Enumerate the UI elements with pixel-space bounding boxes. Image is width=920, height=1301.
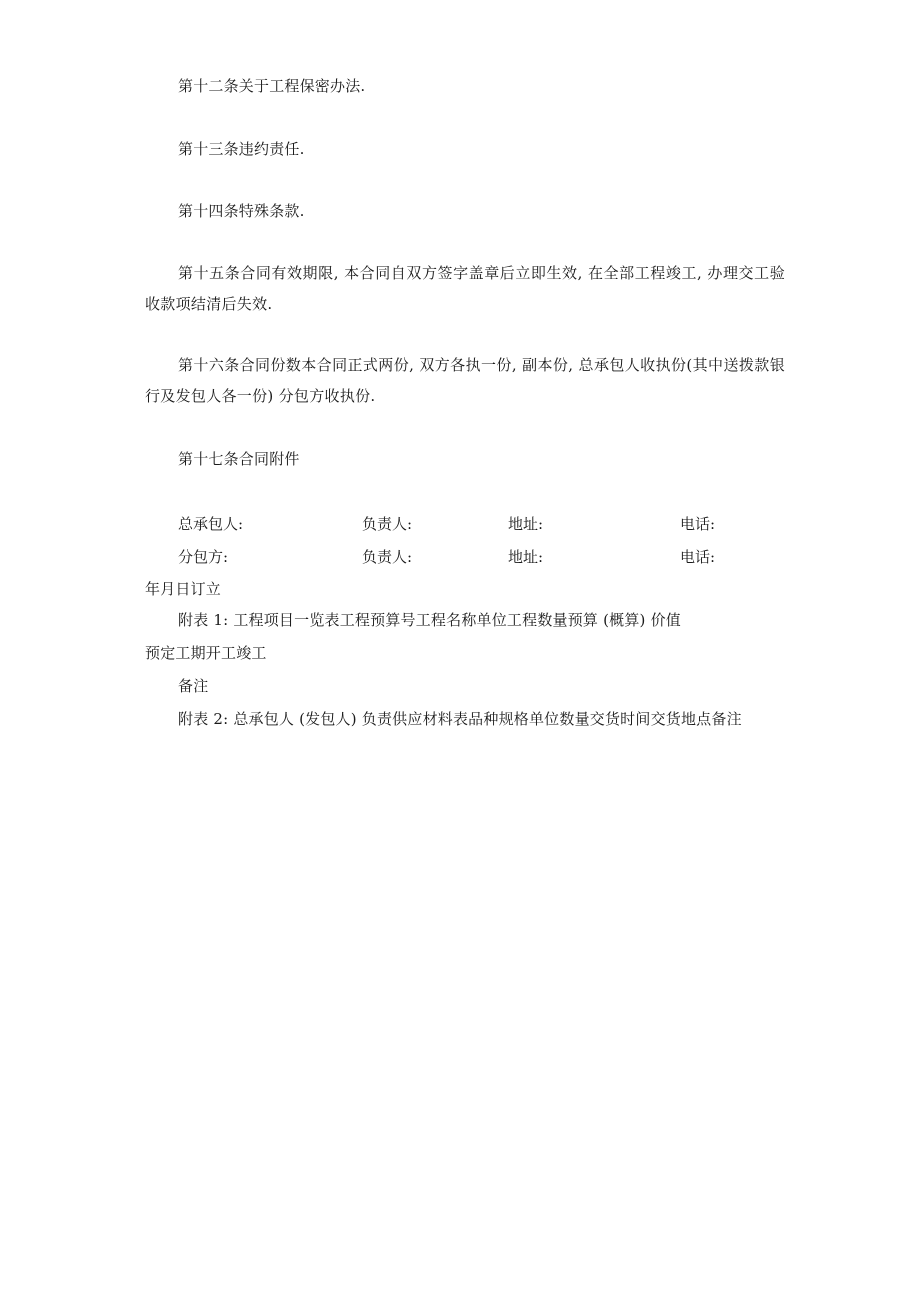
contractor-person-label: 负责人: [362,515,413,533]
appendix-1-line-2: 预定工期开工竣工 [145,644,267,662]
article-14: 第十四条特殊条款. [178,202,305,220]
appendix-1-line-3: 备注 [178,677,209,695]
subcontractor-person-label: 负责人: [362,548,413,566]
article-12: 第十二条关于工程保密办法. [178,77,366,95]
contractor-address-label: 地址: [508,515,544,533]
contractor-label: 总承包人: [178,515,244,533]
article-17: 第十七条合同附件 [178,450,300,468]
date-line: 年月日订立 [145,580,222,598]
contractor-phone-label: 电话: [680,515,716,533]
article-16: 第十六条合同份数本合同正式两份, 双方各执一份, 副本份, 总承包人收执份(其中送拨款银行及发包人各一份) 分包方收执份. [145,356,785,405]
article-15: 第十五条合同有效期限, 本合同自双方签字盖章后立即生效, 在全部工程竣工, 办理交工验收款项结清后失效. [145,264,785,313]
subcontractor-phone-label: 电话: [680,548,716,566]
article-13: 第十三条违约责任. [178,140,305,158]
subcontractor-address-label: 地址: [508,548,544,566]
subcontractor-label: 分包方: [178,548,229,566]
appendix-1-line-1: 附表 1: 工程项目一览表工程预算号工程名称单位工程数量预算 (概算) 价值 [178,611,681,629]
appendix-2: 附表 2: 总承包人 (发包人) 负责供应材料表品种规格单位数量交货时间交货地点备注 [178,710,742,728]
